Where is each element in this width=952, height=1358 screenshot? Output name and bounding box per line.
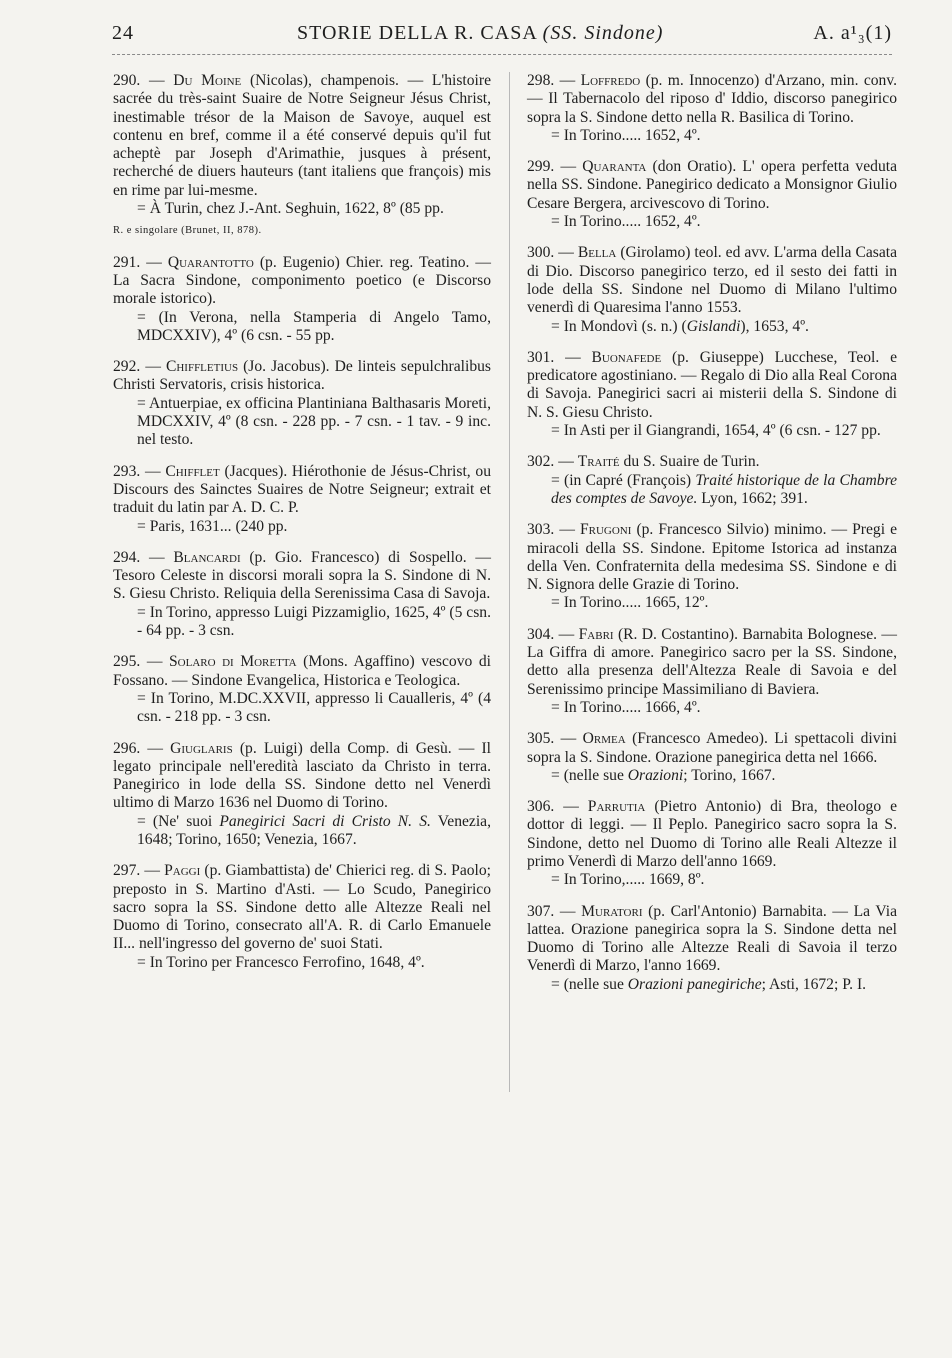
entry-author: Parrutia: [587, 798, 646, 816]
entry-imprint: = (nelle sue Orazioni; Torino, 1667.: [551, 766, 776, 784]
entry-author: Buonafede: [591, 348, 662, 366]
entry-text: (p. Eugenio) Chier. reg. Teatino. — La Sacra Sindone, componimento poetico (e Discorso morale istorico).: [113, 253, 492, 308]
entry-author: Chifflet: [165, 462, 220, 480]
entry-note: R. e singolare (Brunet, II, 878).: [113, 225, 262, 237]
running-header: [112, 22, 892, 48]
entry-291: 291. — Quarantotto (p. Eugenio) Chier. reg. Teatino. — La Sacra Sindone, componimento poetico (e Discorso morale istorico). = (In Verona, nella Stamperia di Angelo Tamo, MDCXXIV), 4º (6 csn. - 55 pp.: [113, 253, 492, 344]
running-title: STORIE DELLA R. CASA (SS. Sindone): [297, 22, 664, 44]
entry-author: Bella: [577, 244, 617, 262]
entry-author: Quarantotto: [167, 253, 254, 271]
entry-imprint: = Antuerpiae, ex officina Plantiniana Balthasaris Moreti, MDCXXIV, 4º (8 csn. - 228 pp. - 7 csn. - 1 tav. - 9 inc. nel testo.: [137, 394, 491, 449]
entry-text: (p. Giambattista) de' Chierici reg. di S. Paolo; preposto in S. Martino d'Asti. — Lo Scudo, Panegirico sacro sopra la SS. Sindone detto alle Altezze Reali nel Duomo di Torino, consecrato all'A. R. di Carlo Emanuele II... nell'ingresso del governo de' suoi Stati.: [113, 862, 491, 953]
entry-author: Blancardi: [173, 548, 241, 566]
entry-author: Giuglaris: [170, 739, 233, 757]
entry-300: 300. — Bella (Girolamo) teol. ed avv. L'arma della Casata di Dio. Discorso panegirico terzo, ed il sesto dei fatti in lode della SS. Sindone nel Duomo di Milano l'ultimo venerdì di Quaresima l'anno 1553. = In Mondovì (s. n.) (Gislandi), 1653, 4º.: [527, 244, 898, 335]
running-subtitle: (SS. Sindone): [542, 22, 664, 44]
entry-author: Quaranta: [582, 158, 647, 176]
entry-author: Muratori: [581, 902, 643, 920]
entry-text: (p. Francesco Silvio) minimo. — Pregi e miracoli della SS. Sindone. Epitome Istorica ad instanza della Ven. Confraternita della medesima SS. Sindone e di N. Signora delle Grazie di Torino.: [527, 521, 898, 594]
entry-text: (p. Luigi) della Comp. di Gesù. — Il legato principale nell'eredità lasciato da Christo in terra. Panegirico in lode della SS. Sindone detto nel Venerdì ultimo di Marzo 1636 nel Duomo di Torino.: [113, 739, 492, 812]
entry-text: (p. Giuseppe) Lucchese, Teol. e predicatore agostiniano. — Regalo di Dio alla Real Corona di Savoja. Panegirici sacri ai misterii della S. Sindone di N. S. Giesu Christo.: [527, 348, 897, 421]
entry-297: 297. — Paggi (p. Giambattista) de' Chierici reg. di S. Paolo; preposto in S. Martino d'Asti. — Lo Scudo, Panegirico sacro sopra la SS. Sindone detto alle Altezze Reali nel Duomo di Torino, consecrato all'A. R. di Carlo Emanuele II... nell'ingresso del governo de' suoi Stati. = In Torino per Francesco Ferrofino, 1648, 4º.: [113, 862, 491, 971]
entry-text: (Jacques). Hiérothonie de Jésus-Christ, ou Discours des Sainctes Suaires de Notre Seigneur; extrait et traduit du latin par A. D. C. P.: [113, 462, 491, 517]
signature-mark: A. a¹₃(1): [813, 22, 892, 44]
header-rule: [112, 54, 892, 55]
entry-imprint: = In Torino, appresso Luigi Pizzamiglio, 1625, 4º (5 csn. - 64 pp. - 3 csn.: [137, 603, 491, 640]
entry-imprint: = (in Capré (François) Traité historique de la Chambre des comptes de Savoye. Lyon, 1662; 391.: [551, 471, 897, 507]
entry-292: 292. — Chifflетius (Jo. Jacobus). De linteis sepulchralibus Christi Servatoris, crisis historica. = Antuerpiae, ex officina Plantiniana Balthasaris Moreti, MDCXXIV, 4º (8 csn. - 228 pp. - 7 csn. - 1 tav. - 9 inc. nel testo.: [113, 358, 491, 449]
entry-imprint: = In Torino..... 1666, 4º.: [551, 698, 701, 716]
entry-imprint: = À Turin, chez J.-Ant. Seghuin, 1622, 8º (85 pp.: [137, 200, 444, 218]
entry-imprint: = Paris, 1631... (240 pp.: [137, 517, 288, 535]
entry-author: Fabri: [578, 625, 614, 643]
entry-text: (R. D. Costantino). Barnabita Bolognese. — La Giffra di amore. Panegirico sacro per la SS. Sindone, detto alla presenza dell'Altezza Reale di Savoia e del Serenissimo principe Massimiliano di Baviera.: [527, 625, 897, 698]
entry-text: (don Oratio). L' opera perfetta veduta nella SS. Sindone. Panegirico dedicato a Monsignor Giulio Cesare Bergera, arcivescovo di Torino.: [527, 158, 898, 212]
entry-imprint: = In Asti per il Giangrandi, 1654, 4º (6 csn. - 127 pp.: [551, 422, 881, 440]
entry-text: du S. Suaire de Turin.: [623, 453, 760, 471]
page-number: 24: [112, 22, 134, 44]
left-column: [113, 72, 491, 985]
entry-author: Loffredo: [580, 72, 641, 89]
entry-text: (Mons. Agaffino) vescovo di Fossano. — Sindone Evangelica, Historica e Teologica.: [113, 653, 491, 689]
entry-imprint: = In Torino per Francesco Ferrofino, 1648, 4º.: [137, 953, 425, 971]
entry-author: Traité: [577, 453, 620, 471]
entry-text: (Jo. Jacobus). De linteis sepulchralibus Christi Servatoris, crisis historica.: [113, 358, 491, 394]
entry-imprint: = (Ne' suoi Panegirici Sacri di Cristo N. S. Venezia, 1648; Torino, 1650; Venezia, 1667.: [137, 812, 492, 848]
entry-305: 305. — Ormea (Francesco Amedeo). Li spettacoli divini sopra la S. Sindone. Orazione panegirica detta nel 1666. = (nelle sue Orazioni; Torino, 1667.: [527, 730, 898, 784]
entry-302: 302. — Traité du S. Suaire de Turin. = (in Capré (François) Traité historique de la Chambre des comptes de Savoye. Lyon, 1662; 391.: [527, 453, 897, 507]
entry-301: 301. — Buonafede (p. Giuseppe) Lucchese, Teol. e predicatore agostiniano. — Regalo di Dio alla Real Corona di Savoja. Panegirici sacri ai misterii della S. Sindone di N. S. Giesu Christo. = In Asti per il Giangrandi, 1654, 4º (6 csn. - 127 pp.: [527, 348, 897, 440]
entry-290: 290. — Du Moine (Nicolas), champenois. — L'histoire sacrée du très-saint Suaire de Notre Seigneur Jésus Christ, inestimable trésor de la Maison de Savoye, auquel est contenu en bref, comme il a été conservé depuis qu'il fut acheptè par Joseph d'Arimathie, jusques à présent, recherché de diuers hauteurs (tant italiens que françois) mis en rime par lui-mesme. = À Turin, chez J.-Ant. Seghuin, 1622, 8º (85 pp. R. e singolare (Brunet, II, 878).: [113, 72, 491, 241]
entry-299: 299. — Quaranta (don Oratio). L' opera perfetta veduta nella SS. Sindone. Panegirico dedicato a Monsignor Giulio Cesare Bergera, arcivescovo di Torino. = In Torino..... 1652, 4º.: [527, 158, 898, 231]
entry-author: Du Moine: [173, 72, 242, 89]
right-column: [527, 72, 897, 1007]
entry-303: 303. — Frugoni (p. Francesco Silvio) minimo. — Pregi e miracoli della SS. Sindone. Epitome Istorica ad instanza della Ven. Confraternita della medesima SS. Sindone e di N. Signora delle Grazie di Torino. = In Torino..... 1665, 12º.: [527, 521, 898, 612]
entry-imprint: = In Torino..... 1665, 12º.: [551, 594, 709, 612]
entry-text: (p. Carl'Antonio) Barnabita. — La Via lattea. Orazione panegirica sopra la S. Sindone detta nel Duomo di Torino alle Altezze Reali di Savoia il terzo Venerdì di Marzo, l'anno 1669.: [527, 902, 897, 975]
entry-307: 307. — Muratori (p. Carl'Antonio) Barnabita. — La Via lattea. Orazione panegirica sopra la S. Sindone detta nel Duomo di Torino alle Altezze Reali di Savoia il terzo Venerdì di Marzo, l'anno 1669. = (nelle sue Orazioni panegiriche; Asti, 1672; P. I.: [527, 902, 897, 993]
entry-author: Solaro di Moretta: [168, 653, 297, 671]
entry-298: 298. — Loffredo (p. m. Innocenzo) d'Arzano, min. conv. — Il Tabernacolo del riposo d' Iddio, discorso panegirico sopra la S. Sindone detto nella R. Basilica di Torino. = In Torino..... 1652, 4º.: [527, 72, 898, 144]
entry-author: Paggi: [164, 862, 201, 880]
entry-imprint: = (In Verona, nella Stamperia di Angelo Tamo, MDCXXIV), 4º (6 csn. - 55 pp.: [137, 308, 491, 344]
entry-text: (Francesco Amedeo). Li spettacoli divini sopra la S. Sindone. Orazione panegirica detta nel 1666.: [527, 730, 898, 766]
entry-author: Chifflетius: [165, 358, 239, 376]
column-divider: [509, 72, 510, 1092]
entry-293: 293. — Chifflet (Jacques). Hiérothonie de Jésus-Christ, ou Discours des Sainctes Suaires de Notre Seigneur; extrait et traduit du latin par A. D. C. P. = Paris, 1631... (240 pp.: [113, 462, 491, 535]
entry-296: 296. — Giuglaris (p. Luigi) della Comp. di Gesù. — Il legato principale nell'eredità lasciato da Christo in terra. Panegirico in lode della SS. Sindone detto nel Venerdì ultimo di Marzo 1636 nel Duomo di Torino. = (Ne' suoi Panegirici Sacri di Cristo N. S. Venezia, 1648; Torino, 1650; Venezia, 1667.: [113, 739, 492, 848]
entry-text: (Girolamo) teol. ed avv. L'arma della Casata di Dio. Discorso panegirico terzo, ed il sesto dei fatti in lode della SS. Sindone nel Duomo di Milano l'ultimo venerdì di Quaresima l'anno 1553.: [527, 244, 898, 317]
entry-295: 295. — Solaro di Moretta (Mons. Agaffino) vescovo di Fossano. — Sindone Evangelica, Historica e Teologica. = In Torino, M.DC.XXVII, appresso li Caualleris, 4º (4 csn. - 218 pp. - 3 csn.: [113, 653, 491, 726]
entry-imprint: = In Torino..... 1652, 4º.: [551, 213, 701, 231]
entry-text: (Pietro Antonio) di Bra, theologo e dottor di leggi. — Il Peplo. Panegirico sacro sopra la S. Sindone, detto nel Duomo di Torino alle Reali Altezze il primo Venerdì di Marzo dell'anno 1669.: [527, 798, 897, 870]
entry-306: 306. — Parrutia (Pietro Antonio) di Bra, theologo e dottor di leggi. — Il Peplo. Panegirico sacro sopra la S. Sindone, detto nel Duomo di Torino alle Reali Altezze il primo Venerdì di Marzo dell'anno 1669. = In Torino,..... 1669, 8º.: [527, 798, 897, 889]
entry-text: (p. Gio. Francesco) di Sospello. — Tesoro Celeste in discorsi morali sopra la S. Sindone di N. S. Giesu Christo. Reliquia della Serenissima Casa di Savoja.: [113, 548, 491, 603]
entry-imprint: = In Torino..... 1652, 4º.: [551, 126, 701, 144]
entry-imprint: = In Mondovì (s. n.) (Gislandi), 1653, 4º.: [551, 317, 809, 335]
entry-imprint: = (nelle sue Orazioni panegiriche; Asti, 1672; P. I.: [551, 975, 867, 993]
entry-author: Ormea: [582, 730, 626, 748]
entry-text: (p. m. Innocenzo) d'Arzano, min. conv. — Il Tabernacolo del riposo d' Iddio, discorso panegirico sopra la S. Sindone detto nella R. Basilica di Torino.: [527, 72, 898, 126]
entry-304: 304. — Fabri (R. D. Costantino). Barnabita Bolognese. — La Giffra di amore. Panegirico sacro per la SS. Sindone, detto alla presenza dell'Altezza Reale di Savoia e del Serenissimo principe Massimiliano di Baviera. = In Torino..... 1666, 4º.: [527, 625, 897, 716]
entry-text: (Nicolas), champenois. — L'histoire sacrée du très-saint Suaire de Notre Seigneur Jésus Christ, inestimable trésor de la Maison de Savoye, auquel est contenu en bref, comme il a été conservé depuis qu'il fut acheptè par Joseph d'Arimathie, jusques à présent, recherché de diuers hauteurs (tant italiens que françois) mis en rime par lui-mesme.: [113, 72, 492, 199]
entry-imprint: = In Torino,..... 1669, 8º.: [551, 871, 705, 889]
entry-imprint: = In Torino, M.DC.XXVII, appresso li Caualleris, 4º (4 csn. - 218 pp. - 3 csn.: [137, 689, 491, 726]
entry-author: Frugoni: [579, 521, 632, 539]
entry-294: 294. — Blancardi (p. Gio. Francesco) di Sospello. — Tesoro Celeste in discorsi morali sopra la S. Sindone di N. S. Giesu Christo. Reliquia della Serenissima Casa di Savoja. = In Torino, appresso Luigi Pizzamiglio, 1625, 4º (5 csn. - 64 pp. - 3 csn.: [113, 548, 491, 640]
